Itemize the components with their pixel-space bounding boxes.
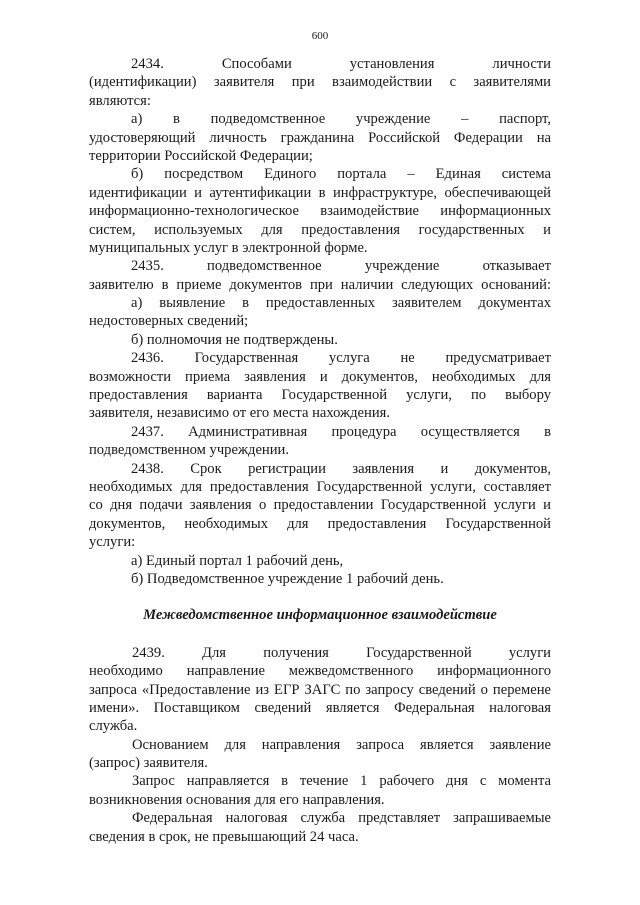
text-line: идентификации и аутентификации в инфраструктуре, обеспечивающей <box>89 184 551 201</box>
text-line: 2436. Государственная услуга не предусматривает <box>131 350 551 367</box>
text-line: сведения в срок, не превышающий 24 часа. <box>89 828 359 845</box>
text-line: являются: <box>89 92 151 109</box>
text-line: служба. <box>89 718 138 735</box>
text-line: необходимо направление межведомственного информационного <box>89 663 551 680</box>
document-body <box>89 55 551 846</box>
text-line: 2435. подведомственное учреждение отказывает <box>131 258 551 275</box>
text-line: б) полномочия не подтверждены. <box>131 331 338 348</box>
text-line: систем, используемых для предоставления государственных и <box>89 221 551 238</box>
text-line: а) в подведомственное учреждение – паспорт, <box>131 111 551 128</box>
text-line: документов, необходимых для предоставления Государственной <box>89 515 551 532</box>
section-heading: Межведомственное информационное взаимодействие <box>143 607 497 624</box>
text-line: 2439. Для получения Государственной услуги <box>132 644 551 661</box>
text-line: Федеральная налоговая служба представляет запрашиваемые <box>132 810 551 827</box>
text-line: муниципальных услуг в электронной форме. <box>89 239 368 256</box>
text-line: 2438. Срок регистрации заявления и документов, <box>131 460 551 477</box>
text-line: (идентификации) заявителя при взаимодействии с заявителями <box>89 74 551 91</box>
text-line: Основанием для направления запроса является заявление <box>132 736 551 753</box>
text-line: возможности приема заявления и документов, необходимых для <box>89 368 551 385</box>
text-line: б) Подведомственное учреждение 1 рабочий день. <box>131 570 444 587</box>
text-line: заявителя, независимо от его места нахождения. <box>89 405 391 422</box>
page-number: 600 <box>311 30 329 42</box>
text-line: предоставления варианта Государственной услуги, по выбору <box>89 387 551 404</box>
text-line: Запрос направляется в течение 1 рабочего дня с момента <box>132 773 551 790</box>
text-line: возникновения основания для его направления. <box>89 791 385 808</box>
text-line: территории Российской Федерации; <box>89 147 313 164</box>
text-line: а) Единый портал 1 рабочий день, <box>131 552 344 569</box>
text-line: заявителю в приеме документов при наличии следующих оснований: <box>89 276 551 293</box>
text-line: недостоверных сведений; <box>89 313 249 330</box>
text-line: (запрос) заявителя. <box>89 755 208 772</box>
text-line: б) посредством Единого портала – Единая система <box>131 166 551 183</box>
text-line: удостоверяющий личность гражданина Российской Федерации на <box>89 129 551 146</box>
text-line: имени». Поставщиком сведений является Федеральная налоговая <box>89 699 551 716</box>
text-line: 2437. Административная процедура осуществляется в <box>131 423 551 440</box>
text-line: запроса «Предоставление из ЕГР ЗАГС по запросу сведений о перемене <box>89 681 551 698</box>
text-line: 2434. Способами установления личности <box>131 56 551 72</box>
text-line: подведомственном учреждении. <box>89 442 290 459</box>
text-line: необходимых для предоставления Государственной услуги, составляет <box>89 478 551 495</box>
text-line: а) выявление в предоставленных заявителем документах <box>131 295 551 312</box>
text-line: со дня подачи заявления о предоставлении Государственной услуги и <box>89 497 551 514</box>
text-line: информационно-технологическое взаимодействие информационных <box>89 203 551 220</box>
text-line: услуги: <box>89 534 136 551</box>
